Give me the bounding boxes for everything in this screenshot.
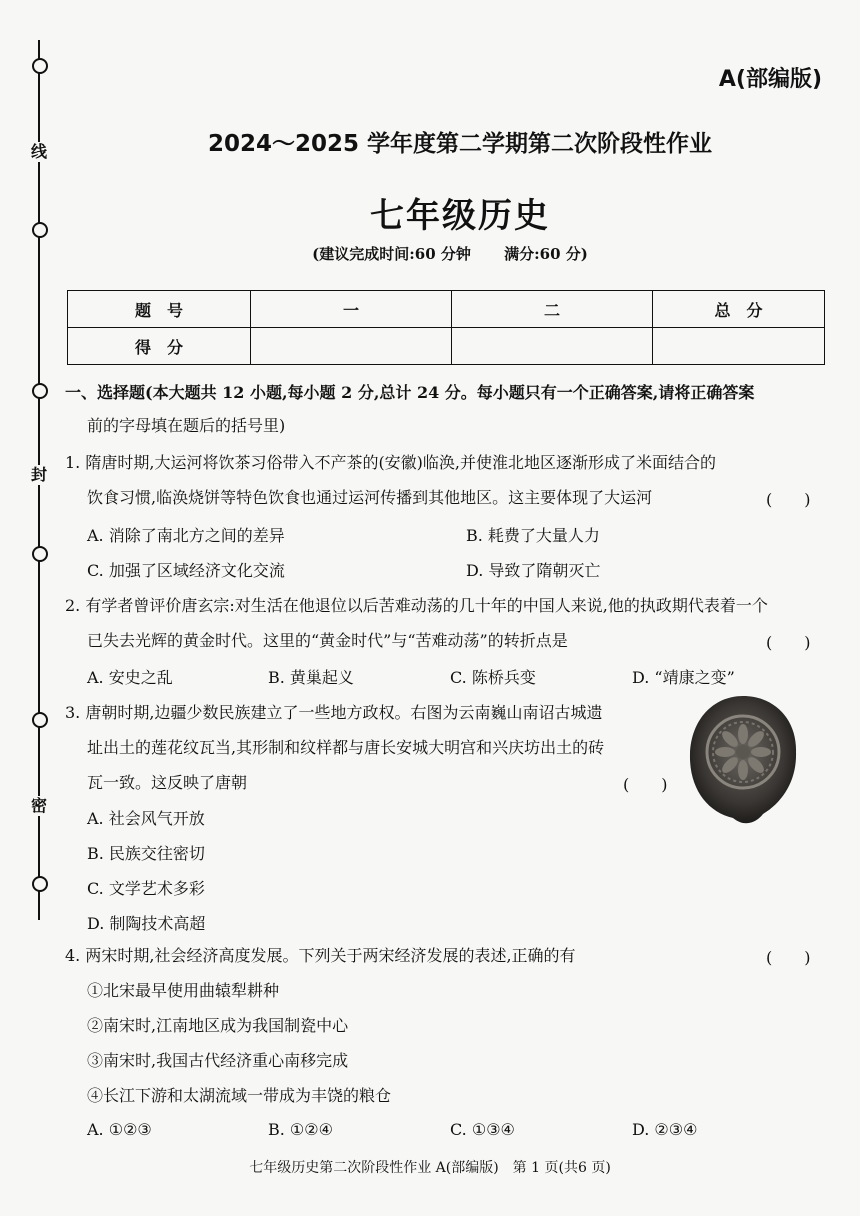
question-4-line-1: 4. 两宋时期,社会经济高度发展。下列关于两宋经济发展的表述,正确的有 <box>65 946 576 965</box>
page-footer: 七年级历史第二次阶段性作业 A(部编版) 第 1 页(共6 页) <box>249 1160 611 1176</box>
exam-title: 2024～2025 学年度第二学期第二次阶段性作业 <box>207 131 713 157</box>
question-4-option-b[interactable]: B. ①②④ <box>268 1120 333 1139</box>
question-3-option-c[interactable]: C. 文学艺术多彩 <box>87 879 205 898</box>
question-4-statement-3: ③南宋时,我国古代经济重心南移完成 <box>87 1051 349 1070</box>
question-2-line-1: 2. 有学者曾评价唐玄宗:对生活在他退位以后苦难动荡的几十年的中国人来说,他的执政期代表着一个 <box>65 596 768 615</box>
answer-paren[interactable]: ( ) <box>766 948 811 967</box>
exam-note <box>0 243 860 264</box>
score-table-header: 总 分 <box>653 291 825 328</box>
question-2-line-2: 已失去光辉的黄金时代。这里的“黄金时代”与“苦难动荡”的转折点是 <box>87 631 568 650</box>
binding-circle <box>32 383 48 399</box>
binding-circle <box>32 876 48 892</box>
edition-label: A(部编版) <box>718 67 822 92</box>
question-1-option-c[interactable]: C. 加强了区域经济文化交流 <box>87 561 285 580</box>
question-3-line-2: 址出土的莲花纹瓦当,其形制和纹样都与唐长安城大明宫和兴庆坊出土的砖 <box>87 738 605 757</box>
question-1-option-b[interactable]: B. 耗费了大量人力 <box>466 526 600 545</box>
section-heading <box>65 382 754 404</box>
question-1-option-a[interactable]: A. 消除了南北方之间的差异 <box>87 526 285 545</box>
question-2-option-b[interactable]: B. 黄巢起义 <box>268 668 354 687</box>
question-4-statement-1: ①北宋最早使用曲辕犁耕种 <box>87 981 280 1000</box>
binding-circle <box>32 58 48 74</box>
question-1-line-1: 1. 隋唐时期,大运河将饮茶习俗带入不产茶的(安徽)临涣,并使淮北地区逐渐形成了米面结合的 <box>65 453 717 472</box>
question-2-option-a[interactable]: A. 安史之乱 <box>87 668 173 687</box>
answer-paren[interactable]: ( ) <box>623 775 668 794</box>
binding-mark-feng: 封 <box>28 465 50 485</box>
question-3-line-3: 瓦一致。这反映了唐朝 <box>87 773 248 792</box>
question-1-option-d[interactable]: D. 导致了隋朝灭亡 <box>466 561 601 580</box>
lotus-roof-tile-image <box>685 690 800 830</box>
subject-title: 七年级历史 <box>370 196 550 236</box>
score-table-row <box>68 328 825 365</box>
score-table-header: 二 <box>452 291 653 328</box>
score-row-label: 得 分 <box>68 328 251 365</box>
answer-paren[interactable]: ( ) <box>766 633 811 652</box>
question-4-option-d[interactable]: D. ②③④ <box>632 1120 698 1139</box>
score-table-header: 题 号 <box>68 291 251 328</box>
question-3-option-b[interactable]: B. 民族交往密切 <box>87 844 205 863</box>
score-table <box>67 290 825 365</box>
binding-mark-mi: 密 <box>28 796 50 816</box>
question-4-option-a[interactable]: A. ①②③ <box>87 1120 152 1139</box>
answer-paren[interactable]: ( ) <box>766 490 811 509</box>
section-heading-text: 一、选择题(本大题共 12 小题,每小题 2 分,总计 24 分。每小题只有一个正确答案,请将正确答案 <box>65 383 755 402</box>
binding-circle <box>32 712 48 728</box>
question-1-line-2: 饮食习惯,临涣烧饼等特色饮食也通过运河传播到其他地区。这主要体现了大运河 <box>87 488 653 507</box>
binding-circle <box>32 546 48 562</box>
question-3-option-d[interactable]: D. 制陶技术高超 <box>87 914 206 933</box>
section-heading-cont: 前的字母填在题后的括号里) <box>87 416 286 435</box>
question-2-option-c[interactable]: C. 陈桥兵变 <box>450 668 536 687</box>
binding-mark-xian: 线 <box>28 142 50 162</box>
score-note: 满分:60 分) <box>504 245 588 263</box>
score-cell[interactable] <box>452 328 653 365</box>
question-3-line-1: 3. 唐朝时期,边疆少数民族建立了一些地方政权。右图为云南巍山南诏古城遗 <box>65 703 603 722</box>
question-3-option-a[interactable]: A. 社会风气开放 <box>87 809 205 828</box>
question-4-option-c[interactable]: C. ①③④ <box>450 1120 515 1139</box>
time-note: (建议完成时间:60 分钟 <box>312 245 471 263</box>
score-cell[interactable] <box>251 328 452 365</box>
question-4-statement-2: ②南宋时,江南地区成为我国制瓷中心 <box>87 1016 349 1035</box>
question-2-option-d[interactable]: D. “靖康之变” <box>632 668 735 687</box>
score-cell[interactable] <box>653 328 825 365</box>
score-table-header: 一 <box>251 291 452 328</box>
score-table-header-row <box>68 291 825 328</box>
question-4-statement-4: ④长江下游和太湖流域一带成为丰饶的粮仓 <box>87 1086 392 1105</box>
